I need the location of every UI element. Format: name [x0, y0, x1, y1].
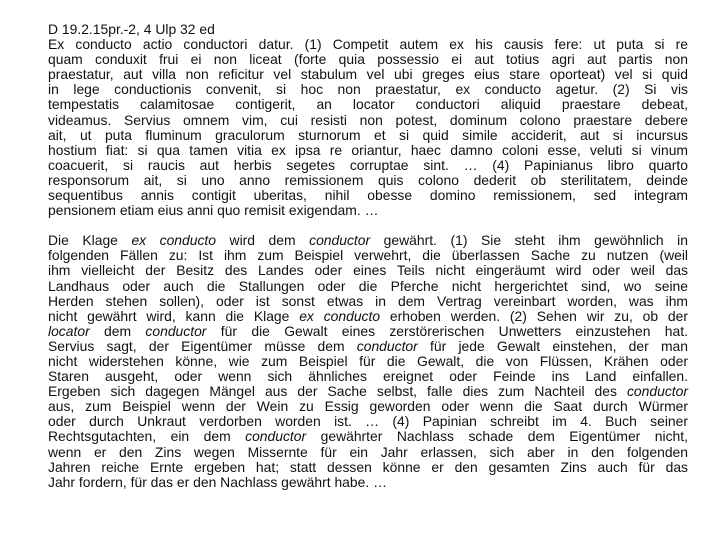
latin-line: praestatur, aut villa non reficitur vel stabulum vel ubi greges eius stare oporteat) vel si quid — [48, 66, 688, 83]
italic-term: ex conducto — [131, 232, 217, 249]
latin-line: ait, ut puta fluminum graculorum sturnorum et si quid simile acciderit, aut si incursus — [48, 126, 688, 143]
german-text: Servius sagt, der Eigentümer müsse dem — [48, 337, 357, 354]
paragraph-gap — [48, 218, 688, 233]
german-text: gewährter Nachlass schade dem Eigentümer nicht, — [306, 428, 688, 445]
german-line: Herden stehen sollen), oder ist sonst etwas in dem Vertrag vereinbart worden, was ihm — [48, 292, 688, 309]
german-line: Jahren reiche Ernte ergeben hat; statt dessen könne er den gesamten Zins auch für das — [48, 458, 688, 475]
italic-term: conductor — [145, 322, 207, 339]
german-line — [48, 324, 688, 339]
german-line: oder durch Unkraut verdorben worden ist. … (4) Papinian schreibt im 4. Buch seiner — [48, 413, 688, 430]
latin-line: pensionem etiam eius anni quo remisit exigendam. … — [48, 202, 379, 219]
german-text: für jede Gewalt einstehen, der man — [417, 337, 688, 354]
german-text: für die Gewalt eines zerstörerischen Unwetters einzustehen hat. — [206, 322, 688, 339]
german-text: Die Klage — [48, 232, 132, 249]
latin-line: Ex conducto actio conductori datur. (1) Competit autem ex his causis fere: ut puta si re — [48, 36, 688, 53]
latin-line: tempestatis calamitosae contigerit, an locator conductori aliquid praestare debeat, — [48, 96, 688, 113]
italic-term: locator — [48, 322, 90, 339]
latin-line: videamus. Servius omnem vim, cui resisti non potest, dominum colono praestare debere — [48, 111, 688, 128]
italic-term: conductor — [309, 232, 371, 249]
italic-term: conductor — [626, 383, 688, 400]
latin-line: sequentibus annis contigit uberitas, nihil obesse domino remissionem, sed integram — [48, 187, 688, 204]
italic-term: conductor — [356, 337, 418, 354]
german-line: wenn er den Zins wegen Missernte für ein Jahr erlassen, sich aber in den folgenden — [48, 443, 688, 460]
latin-passage — [48, 22, 688, 218]
german-text: gewährt. (1) Sie steht ihm gewöhnlich in — [370, 232, 688, 249]
german-text: erhoben werden. (2) Sehen wir zu, ob der — [380, 307, 688, 324]
latin-line: coacuerit, si raucis aut herbis segetes corruptae sint. … (4) Papinianus libro quarto — [48, 156, 688, 173]
german-text: dem — [89, 322, 146, 339]
italic-term: conductor — [245, 428, 307, 445]
german-translation — [48, 233, 688, 490]
german-line: nicht widerstehen könne, wie zum Beispiel für die Gewalt, die von Flüssen, Krähen oder — [48, 352, 688, 369]
german-text: nicht gewährt wird, kann die Klage — [48, 307, 300, 324]
citation-reference: D 19.2.15pr.-2, 4 Ulp 32 ed — [48, 21, 215, 37]
german-line — [48, 233, 688, 248]
german-line: Staren ausgeht, oder wenn sich ähnliches ereignet oder Feinde ins Land einfallen. — [48, 368, 688, 385]
italic-term: ex conducto — [299, 307, 381, 324]
german-line — [48, 384, 688, 399]
latin-line: in lege conductionis convenit, si hoc non praestatur, ex conducto agetur. (2) Si vis — [48, 81, 688, 98]
document-page — [48, 22, 688, 490]
latin-line: responsorum ait, si uno anno remissionem quis colono dederit ob sterilitatem, deinde — [48, 171, 688, 188]
german-line: Jahr fordern, für das er den Nachlass gewährt habe. … — [48, 473, 387, 490]
german-text: Rechtsgutachten, ein dem — [48, 428, 246, 445]
german-line — [48, 309, 688, 324]
german-line: folgenden Fällen zu: Ist ihm zum Beispiel verwehrt, die überlassen Sache zu nutzen (weil — [48, 247, 688, 264]
german-line: Landhaus oder auch die Stallungen oder die Pferche nicht hergerichtet sind, wo seine — [48, 277, 688, 294]
german-text: wird dem — [216, 232, 310, 249]
german-line: aus, zum Beispiel wenn der Wein zu Essig geworden oder wenn die Saat durch Würmer — [48, 398, 688, 415]
latin-line: hostium fiat: si qua tamen vitia ex ipsa re oriantur, haec damno coloni esse, veluti si vinum — [48, 141, 688, 158]
german-line — [48, 339, 688, 354]
german-line — [48, 429, 688, 444]
german-text: Ergeben sich dagegen Mängel aus der Sache selbst, falle dies zum Nachteil des — [48, 383, 627, 400]
latin-line: quam conduxit frui ei non liceat (forte quia possessio ei aut totius agri aut partis non — [48, 51, 688, 68]
german-line: ihm vielleicht der Besitz des Landes oder eines Teils nicht eingeräumt wird oder weil das — [48, 262, 688, 279]
